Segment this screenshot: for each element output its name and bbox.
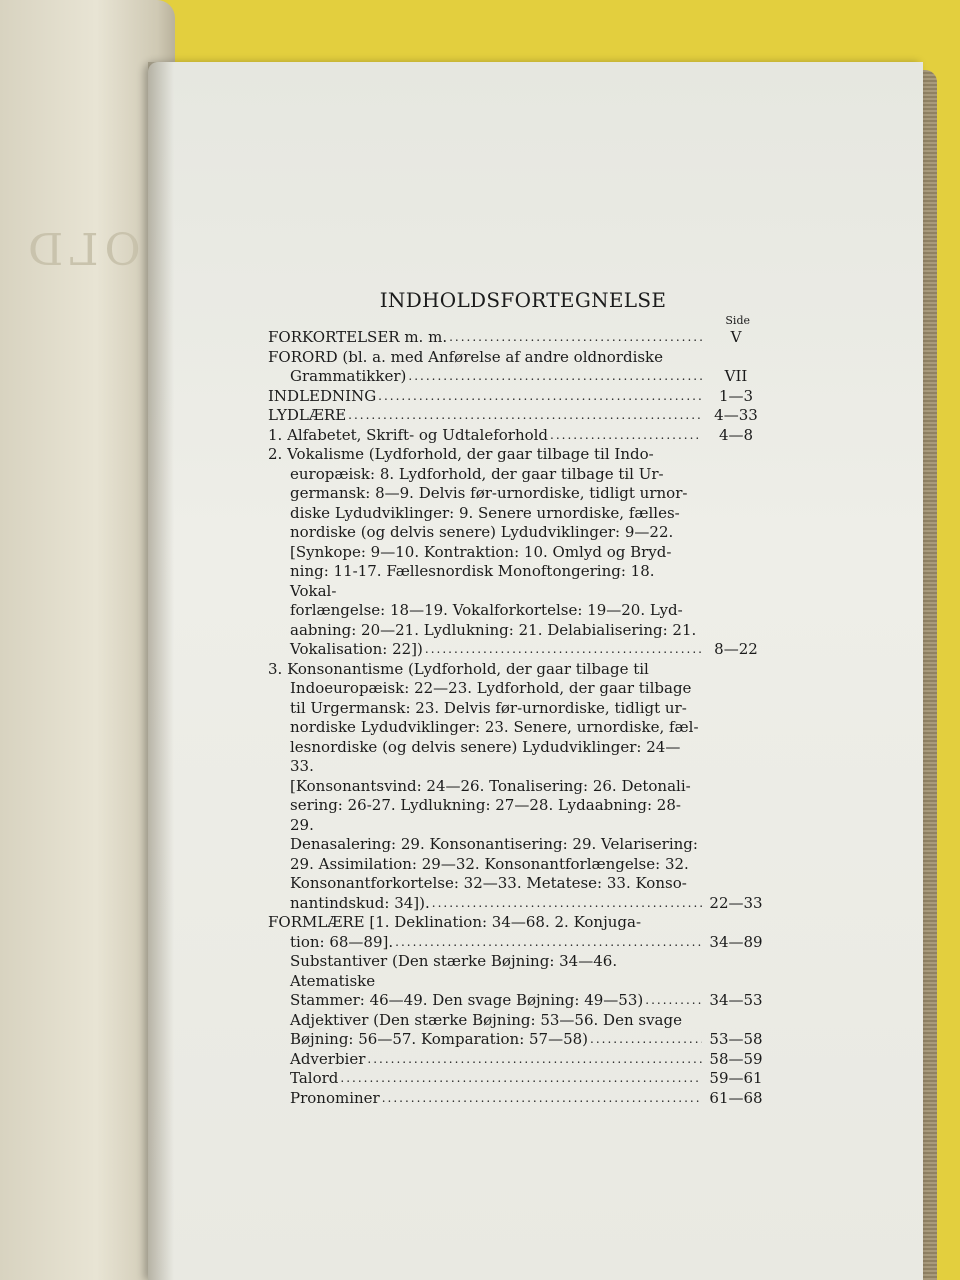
toc-page-number: 1—3	[718, 386, 754, 405]
toc-entry-text: nantindskud: 34]).	[290, 893, 430, 912]
toc-entry-text: aabning: 20—21. Lydlukning: 21. Delabialisering: 21.	[290, 620, 697, 639]
toc-entry-formlaere[interactable]	[268, 913, 768, 952]
toc-entry-text: ning: 11-17. Fællesnordisk Monoftongering: 18. Vokal-	[290, 562, 655, 600]
toc-page-number: 4—33	[714, 406, 758, 424]
leader-dots	[408, 367, 702, 387]
toc-entry-text: Denasalering: 29. Konsonantisering: 29. Velarisering:	[290, 835, 698, 853]
toc-page-number: 59—61	[709, 1069, 763, 1087]
toc-entry-text: Konsonantforkortelse: 32—33. Metatese: 33. Konso-	[290, 874, 687, 892]
toc-page-number: 53—58	[709, 1030, 763, 1048]
toc-entry-text: Talord	[290, 1069, 339, 1087]
leader-dots	[645, 991, 702, 1011]
toc-entry-text: 2. Vokalisme (Lydforhold, der gaar tilbage til Indo-	[268, 445, 654, 463]
toc-entry-forord[interactable]	[268, 348, 768, 387]
leader-dots	[395, 933, 702, 953]
toc-entry-talord[interactable]	[268, 1069, 768, 1089]
toc-entry-text: Bøjning: 56—57. Komparation: 57—58)	[290, 1030, 589, 1048]
leader-dots	[348, 406, 702, 426]
left-page-bleed-text: OLD	[22, 225, 141, 276]
leader-dots	[432, 894, 702, 914]
toc-entry-text: diske Lydudviklinger: 9. Senere urnordiske, fælles-	[290, 503, 680, 522]
leader-dots	[449, 328, 702, 348]
toc-entry-text: 3. Konsonantisme (Lydforhold, der gaar tilbage til	[268, 659, 649, 678]
toc-page-number: 4—8	[718, 425, 754, 444]
toc-page-number: 34—53	[709, 991, 763, 1009]
toc-page-number: 8—22	[714, 640, 758, 658]
toc-page-number: 58—59	[709, 1049, 763, 1068]
toc-entry-text: Adjektiver (Den stærke Bøjning: 53—56. Den svage	[290, 1010, 682, 1029]
toc-entry-text: Vokalisation: 22])	[290, 640, 423, 658]
toc-entry-forkortelser[interactable]	[268, 328, 768, 348]
toc-entry-text: LYDLÆRE	[268, 406, 347, 424]
toc-entry-vokalisme[interactable]	[268, 445, 768, 660]
leader-dots	[340, 1069, 702, 1089]
toc-entry-text: Grammatikker)	[290, 367, 407, 385]
toc-entry-text: europæisk: 8. Lydforhold, der gaar tilbage til Ur-	[290, 464, 664, 483]
toc-title: INDHOLDSFORTEGNELSE	[379, 288, 667, 312]
toc-entry-text: 29. Assimilation: 29—32. Konsonantforlængelse: 32.	[290, 854, 689, 873]
toc-entry-text: Substantiver (Den stærke Bøjning: 34—46. Atematiske	[290, 952, 618, 990]
toc-entry-text: [Konsonantsvind: 24—26. Tonalisering: 26. Detonali-	[290, 776, 691, 795]
leader-dots	[425, 640, 702, 660]
toc-entry-konsonantisme[interactable]	[268, 660, 768, 914]
toc-entry-text: til Urgermansk: 23. Delvis før-urnordiske, tidligt ur-	[290, 698, 687, 717]
toc-entry-text: tion: 68—89].	[290, 932, 394, 951]
toc-entry-text: nordiske (og delvis senere) Lydudviklinger: 9—22.	[290, 523, 674, 541]
toc-entry-indledning[interactable]	[268, 387, 768, 407]
toc-entry-substantiver[interactable]	[268, 952, 768, 1011]
toc-entry-pronominer[interactable]	[268, 1089, 768, 1109]
leader-dots	[550, 426, 702, 446]
toc-entry-text: Indoeuropæisk: 22—23. Lydforhold, der gaar tilbage	[290, 679, 692, 697]
leader-dots	[382, 1089, 702, 1109]
toc-entry-text: germansk: 8—9. Delvis før-urnordiske, tidligt urnor-	[290, 484, 688, 502]
toc-entry-text: Pronominer	[290, 1088, 380, 1107]
toc-entry-text: Stammer: 46—49. Den svage Bøjning: 49—53)	[290, 991, 644, 1009]
table-of-contents	[268, 288, 768, 1108]
toc-entry-lydlaere[interactable]	[268, 406, 768, 426]
leader-dots	[378, 387, 702, 407]
page-gutter-shadow	[148, 62, 174, 1280]
toc-page-number: VII	[724, 367, 748, 385]
toc-entry-text: [Synkope: 9—10. Kontraktion: 10. Omlyd og Bryd-	[290, 542, 672, 561]
toc-page-number: 61—68	[709, 1088, 763, 1107]
toc-entry-alfabetet[interactable]	[268, 426, 768, 446]
toc-page-number: 22—33	[709, 893, 763, 912]
toc-page-number: 34—89	[709, 932, 763, 951]
leader-dots	[590, 1030, 702, 1050]
toc-entry-text: nordiske Lydudviklinger: 23. Senere, urnordiske, fæl-	[290, 718, 699, 736]
toc-entry-text: FORKORTELSER m. m.	[268, 328, 448, 346]
toc-entry-adjektiver[interactable]	[268, 1011, 768, 1050]
toc-entry-text: FORMLÆRE [1. Deklination: 34—68. 2. Konjuga-	[268, 913, 642, 931]
toc-entry-text: forlængelse: 18—19. Vokalforkortelse: 19—20. Lyd-	[290, 601, 683, 619]
toc-entry-adverbier[interactable]	[268, 1050, 768, 1070]
toc-entry-text: sering: 26-27. Lydlukning: 27—28. Lydaabning: 28-29.	[290, 796, 681, 834]
side-column-label: Side	[725, 314, 750, 327]
toc-entry-text: 1. Alfabetet, Skrift- og Udtaleforhold	[268, 425, 549, 444]
toc-entry-text: INDLEDNING	[268, 386, 377, 405]
toc-entry-text: FORORD (bl. a. med Anførelse af andre oldnordiske	[268, 347, 664, 366]
toc-entry-text: Adverbier	[290, 1049, 366, 1068]
toc-page-number: V	[730, 328, 742, 346]
leader-dots	[367, 1050, 702, 1070]
toc-entry-text: lesnordiske (og delvis senere) Lydudviklinger: 24—33.	[290, 737, 681, 775]
